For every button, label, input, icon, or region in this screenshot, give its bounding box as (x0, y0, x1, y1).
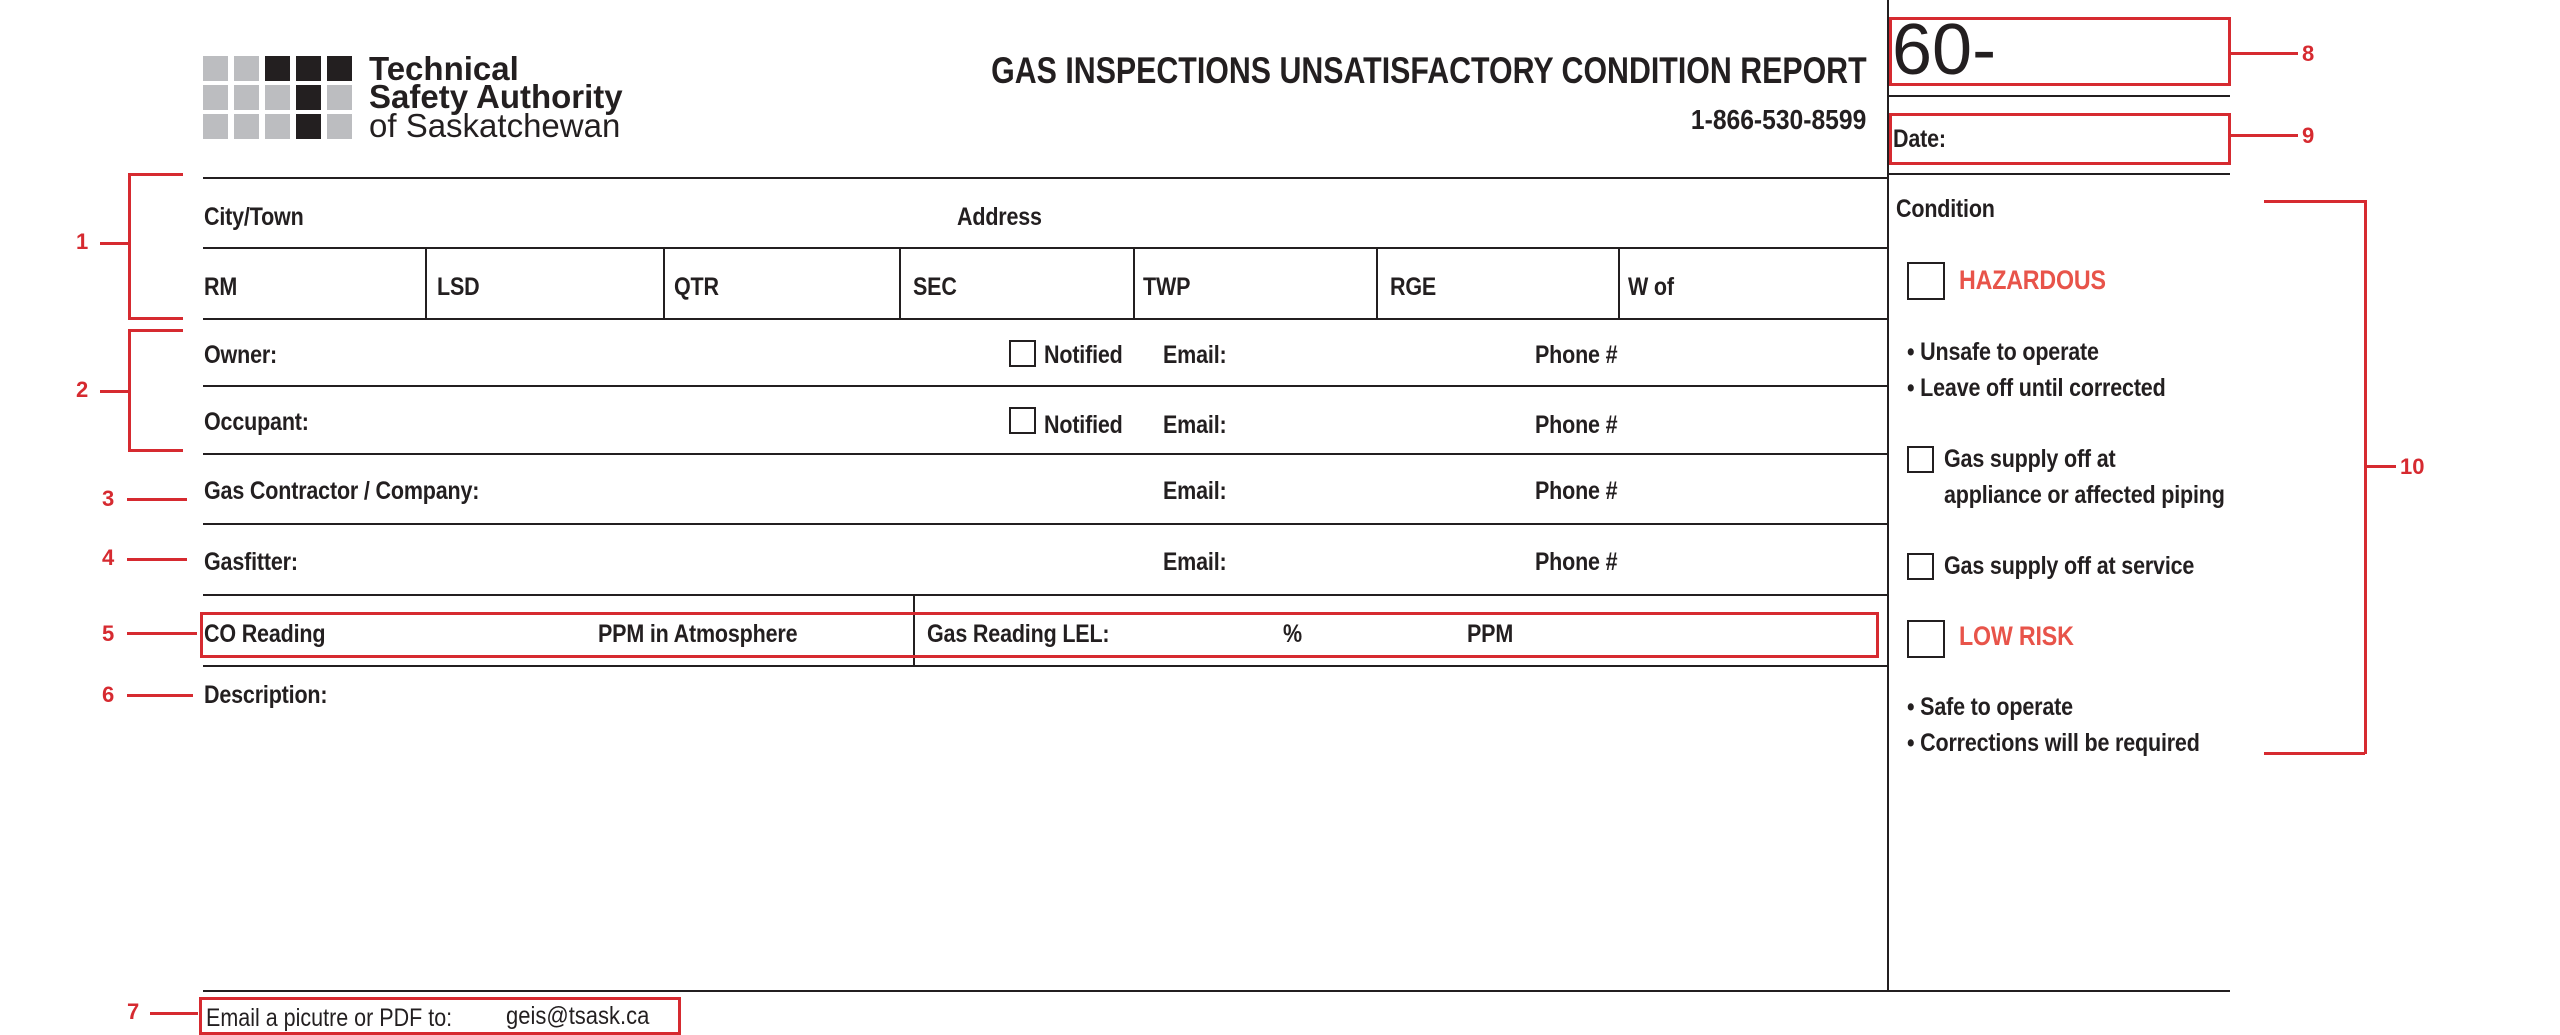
callout-2-leader (100, 390, 128, 393)
bracket-1 (128, 173, 131, 320)
date-highlight-box (1889, 113, 2231, 165)
sec-field[interactable]: SEC (913, 273, 957, 301)
tsa-logo (203, 50, 723, 144)
owner-notified-label: Notified (1044, 341, 1123, 369)
rge-field[interactable]: RGE (1390, 273, 1437, 301)
footer-email-address[interactable]: geis@tsask.ca (506, 1002, 650, 1030)
occupant-phone-field[interactable]: Phone # (1535, 411, 1618, 439)
owner-email-field[interactable]: Email: (1163, 341, 1227, 369)
supply-off-appliance-label-2: appliance or affected piping (1944, 481, 2225, 509)
bracket-10 (2264, 200, 2365, 203)
occupant-field[interactable]: Occupant: (204, 408, 309, 436)
ppm-label: PPM (1467, 620, 1514, 648)
gas-contractor-field[interactable]: Gas Contractor / Company: (204, 477, 480, 505)
gasfitter-phone-field[interactable]: Phone # (1535, 548, 1618, 576)
supply-off-service-label: Gas supply off at service (1944, 552, 2195, 580)
gas-reading-lel-field[interactable]: Gas Reading LEL: (927, 620, 1110, 648)
unsafe-bullet: • Unsafe to operate (1907, 338, 2099, 366)
logo-line-3: of Saskatchewan (369, 107, 621, 144)
callout-1: 1 (76, 229, 89, 254)
callout-5-leader (127, 632, 197, 635)
callout-1-leader (100, 242, 128, 245)
callout-8-leader (2230, 52, 2298, 55)
callout-2: 2 (76, 377, 89, 402)
rm-field[interactable]: RM (204, 273, 238, 301)
percent-label: % (1283, 620, 1302, 648)
callout-4-leader (127, 558, 187, 561)
supply-off-appliance-checkbox[interactable] (1907, 446, 1934, 473)
footer-email-label: Email a picutre or PDF to: (206, 1004, 453, 1032)
callout-4: 4 (102, 545, 115, 570)
low-risk-label: LOW RISK (1959, 621, 2074, 651)
callout-10: 10 (2400, 454, 2425, 479)
callout-5: 5 (102, 621, 115, 646)
contractor-email-field[interactable]: Email: (1163, 477, 1227, 505)
hazardous-label: HAZARDOUS (1959, 265, 2106, 295)
report-number-highlight-box (1889, 17, 2231, 86)
qtr-field[interactable]: QTR (674, 273, 719, 301)
lsd-field[interactable]: LSD (437, 273, 480, 301)
gasfitter-field[interactable]: Gasfitter: (204, 548, 298, 576)
footer-highlight-box (199, 997, 681, 1035)
address-field[interactable]: Address (957, 203, 1042, 231)
occupant-email-field[interactable]: Email: (1163, 411, 1227, 439)
callout-6-leader (127, 694, 193, 697)
callout-6: 6 (102, 682, 115, 707)
callout-9-leader (2230, 134, 2298, 137)
city-town-field[interactable]: City/Town (204, 203, 304, 231)
condition-title: Condition (1896, 195, 1995, 223)
contractor-phone-field[interactable]: Phone # (1535, 477, 1618, 505)
safe-bullet: • Safe to operate (1907, 693, 2073, 721)
description-field[interactable]: Description: (204, 681, 328, 709)
low-risk-checkbox[interactable] (1907, 620, 1945, 658)
report-number[interactable]: 60- (1892, 10, 1997, 90)
report-phone: 1-866-530-8599 (1690, 104, 1866, 135)
occupant-notified-label: Notified (1044, 411, 1123, 439)
twp-field[interactable]: TWP (1143, 273, 1191, 301)
supply-off-appliance-label-1: Gas supply off at (1944, 445, 2116, 473)
co-reading-field[interactable]: CO Reading (204, 620, 326, 648)
occupant-notified-checkbox[interactable] (1009, 407, 1036, 434)
callout-7-leader (150, 1012, 198, 1015)
supply-off-service-checkbox[interactable] (1907, 553, 1934, 580)
owner-field[interactable]: Owner: (204, 341, 278, 369)
leave-off-bullet: • Leave off until corrected (1907, 374, 2166, 402)
owner-notified-checkbox[interactable] (1009, 340, 1036, 367)
date-label[interactable]: Date: (1893, 125, 1946, 153)
owner-phone-field[interactable]: Phone # (1535, 341, 1618, 369)
callout-10-leader (2364, 465, 2396, 468)
readings-highlight-box (200, 612, 1879, 658)
ppm-atmosphere-label: PPM in Atmosphere (598, 620, 798, 648)
callout-3-leader (127, 498, 187, 501)
gasfitter-email-field[interactable]: Email: (1163, 548, 1227, 576)
w-of-field[interactable]: W of (1628, 273, 1674, 301)
logo-line-1: Technical (369, 50, 519, 87)
callout-9: 9 (2302, 123, 2315, 148)
corrections-bullet: • Corrections will be required (1907, 729, 2200, 757)
logo-line-2: Safety Authority (369, 78, 623, 115)
callout-7: 7 (127, 999, 140, 1024)
hazardous-checkbox[interactable] (1907, 262, 1945, 300)
bracket-2 (128, 329, 131, 452)
report-title: GAS INSPECTIONS UNSATISFACTORY CONDITION REPORT (991, 50, 1867, 91)
callout-8: 8 (2302, 41, 2315, 66)
callout-3: 3 (102, 486, 115, 511)
